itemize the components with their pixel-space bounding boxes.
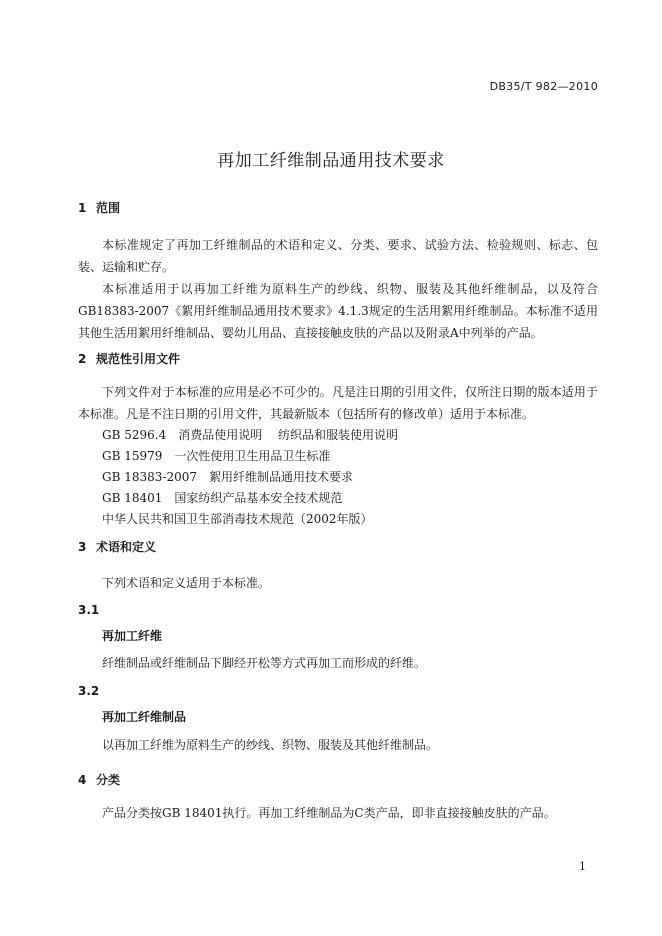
paragraph: 本标准规定了再加工纤维制品的术语和定义、分类、要求、试验方法、检验规则、标志、包装、运输和贮存。 xyxy=(78,238,598,274)
term-entry xyxy=(78,682,598,700)
term-definition-block xyxy=(78,652,598,674)
paragraph: 产品分类按GB 18401执行。再加工纤维制品为C类产品，即非直接接触皮肤的产品。 xyxy=(102,806,556,820)
section-number: 4 xyxy=(78,773,87,787)
section-title: 术语和定义 xyxy=(96,540,157,554)
section-classification xyxy=(78,771,598,789)
section-number: 2 xyxy=(78,352,87,366)
reference-item: GB 18383-2007 絮用纤维制品通用技术要求 xyxy=(102,470,353,484)
paragraph: 下列文件对于本标准的应用是必不可少的。凡是注日期的引用文件，仅所注日期的版本适用于本标准。凡是不注日期的引用文件，其最新版本（包括所有的修改单）适用于本标准。 xyxy=(78,385,598,421)
section-title: 规范性引用文件 xyxy=(96,352,181,366)
reference-item: 中华人民共和国卫生部消毒技术规范（2002年版） xyxy=(102,512,373,526)
reference-item: GB 18401 国家纺织产品基本安全技术规范 xyxy=(102,491,343,505)
term-number: 3.2 xyxy=(78,684,100,698)
section-number: 3 xyxy=(78,540,87,554)
document-title: 再加工纤维制品通用技术要求 xyxy=(217,151,445,171)
paragraph: 下列术语和定义适用于本标准。 xyxy=(102,576,271,590)
section-heading xyxy=(78,771,598,789)
term-name: 再加工纤维 xyxy=(102,629,163,643)
page-number: 1 xyxy=(579,860,586,873)
term-definition-block xyxy=(78,734,598,756)
term-definition: 纤维制品或纤维制品下脚经开松等方式再加工而形成的纤维。 xyxy=(102,656,427,670)
classification-body xyxy=(78,802,598,824)
term-definition: 以再加工纤维为原料生产的纱线、织物、服装及其他纤维制品。 xyxy=(102,738,439,752)
reference-item: GB 15979 一次性使用卫生用品卫生标准 xyxy=(102,449,331,463)
terms-intro xyxy=(78,572,598,594)
standard-code: DB35/T 982—2010 xyxy=(489,80,598,93)
term-name: 再加工纤维制品 xyxy=(102,710,187,724)
section-title: 范围 xyxy=(96,201,121,215)
reference-item: GB 5296.4 消费品使用说明 纺织品和服装使用说明 xyxy=(102,428,399,442)
section-heading xyxy=(78,538,598,556)
term-name-block xyxy=(78,627,598,645)
section-scope xyxy=(78,199,598,217)
term-name-block xyxy=(78,708,598,726)
scope-body xyxy=(78,234,598,344)
section-number: 1 xyxy=(78,201,87,215)
section-heading xyxy=(78,199,598,217)
section-heading xyxy=(78,350,598,368)
reference-list xyxy=(78,425,598,530)
section-terms xyxy=(78,538,598,556)
section-title: 分类 xyxy=(96,773,121,787)
term-entry xyxy=(78,601,598,619)
term-number: 3.1 xyxy=(78,603,100,617)
section-normative-refs xyxy=(78,350,598,368)
paragraph: 本标准适用于以再加工纤维为原料生产的纱线、织物、服装及其他纤维制品，以及符合GB18383-2007《絮用纤维制品通用技术要求》4.1.3规定的生活用絮用纤维制品。本标准不适用其他生活用絮用纤维制品、婴幼儿用品、直接接触皮肤的产品以及附录A中列举的产品。 xyxy=(78,282,598,340)
normative-refs-body xyxy=(78,381,598,530)
